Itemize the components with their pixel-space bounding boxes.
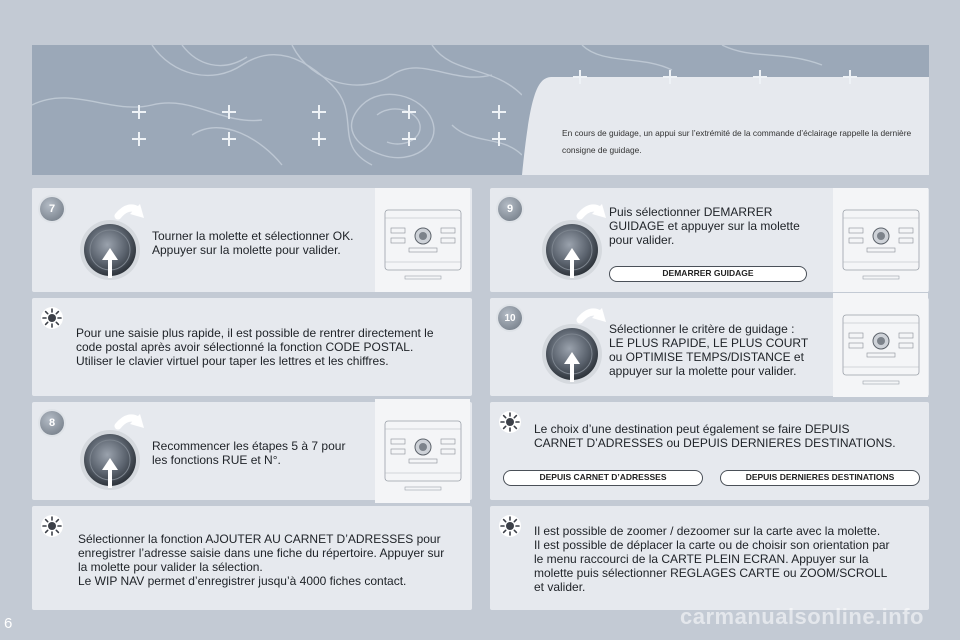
destination-tip-panel [490, 402, 929, 500]
rotary-knob-icon [74, 408, 148, 496]
radio-unit-icon [375, 399, 470, 503]
step-8-panel [32, 402, 472, 500]
depuis-carnet-adresses-button[interactable]: DEPUIS CARNET D’ADRESSES [503, 470, 703, 486]
step-8-instruction: Recommencer les étapes 5 à 7 pour les fonctions RUE et N°. [152, 439, 346, 467]
topographic-map-decoration [32, 45, 522, 175]
postal-code-tip-panel [32, 298, 472, 396]
step-number-badge: 7 [40, 197, 64, 221]
step-10-instruction: Sélectionner le critère de guidage : LE PLUS RAPIDE, LE PLUS COURT ou OPTIMISE TEMPS/DISTANCE et appuyer sur la molette pour valider. [609, 322, 809, 378]
step-7-instruction: Tourner la molette et sélectionner OK. Appuyer sur la molette pour valider. [152, 229, 354, 257]
lightbulb-tip-icon [498, 410, 522, 434]
radio-unit-icon [833, 293, 928, 397]
step-9-instruction: Puis sélectionner DEMARRER GUIDAGE et appuyer sur la molette pour valider. [609, 205, 800, 247]
rotary-knob-icon [74, 198, 148, 286]
step-number-badge: 10 [498, 306, 522, 330]
grid-cross-marks [132, 105, 506, 146]
step-9-panel [490, 188, 929, 292]
address-book-tip-panel [32, 506, 472, 610]
lightbulb-tip-icon [498, 514, 522, 538]
demarrer-guidage-button[interactable]: DEMARRER GUIDAGE [609, 266, 807, 282]
radio-unit-icon [833, 188, 928, 292]
hero-banner [32, 45, 929, 175]
lightbulb-tip-icon [40, 514, 64, 538]
guidance-recall-note: En cours de guidage, un appui sur l’extrémité de la commande d’éclairage rappelle la dernière consigne de guidage. [562, 128, 912, 155]
step-10-panel [490, 298, 929, 396]
radio-unit-icon [375, 188, 470, 292]
zoom-tip-panel [490, 506, 929, 610]
address-book-tip-text: Sélectionner la fonction AJOUTER AU CARNET D’ADRESSES pour enregistrer l’adresse saisie dans une fiche du répertoire. Appuyer sur la molette pour valider la sélection. Le WIP NAV permet d’enregistrer jusqu’à 4000 fiches contact. [78, 532, 445, 588]
page-number: 6 [4, 615, 13, 632]
zoom-tip-text: Il est possible de zoomer / dezoomer sur la carte avec la molette. Il est possible de déplacer la carte ou de choisir son orientation par le menu raccourci de la CARTE PLEIN ECRAN. Appuyer sur la molette puis sélectionner REGLAGES CARTE ou ZOOM/SCROLL et valider. [534, 524, 890, 594]
destination-tip-text: Le choix d’une destination peut également se faire DEPUIS CARNET D’ADRESSES ou DEPUIS DERNIERES DESTINATIONS. [534, 422, 896, 450]
rotary-knob-icon [536, 302, 610, 390]
depuis-dernieres-destinations-button[interactable]: DEPUIS DERNIERES DESTINATIONS [720, 470, 920, 486]
hero-text-panel [522, 45, 929, 175]
lightbulb-tip-icon [40, 306, 64, 330]
postal-code-tip-text: Pour une saisie plus rapide, il est possible de rentrer directement le code postal après avoir sélectionné la fonction CODE POSTAL. Utiliser le clavier virtuel pour taper les lettres et les chiffres. [76, 326, 434, 368]
step-number-badge: 8 [40, 411, 64, 435]
watermark: carmanualsonline.info [680, 604, 924, 629]
step-number-badge: 9 [498, 197, 522, 221]
rotary-knob-icon [536, 198, 610, 286]
step-7-panel [32, 188, 472, 292]
